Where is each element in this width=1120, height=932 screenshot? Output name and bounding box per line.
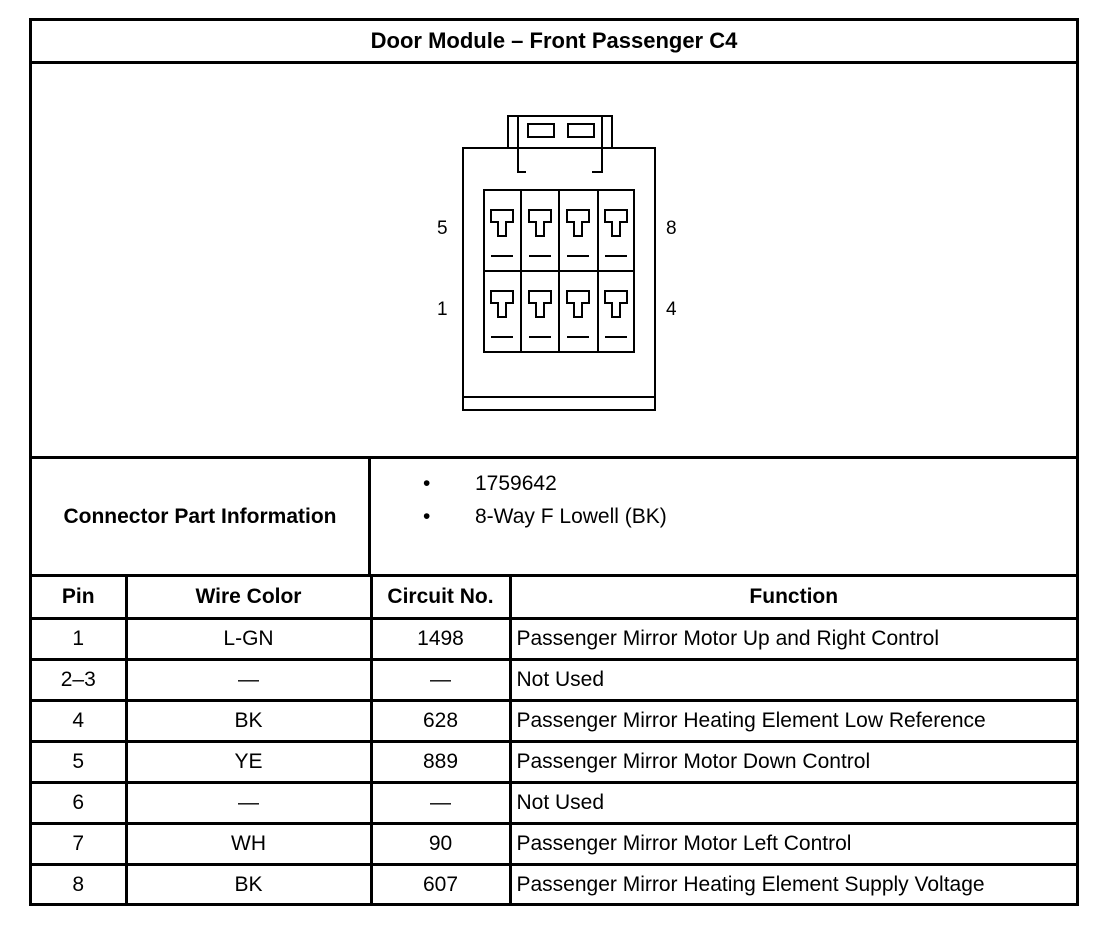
table-row	[32, 823, 1076, 864]
cell-function: Passenger Mirror Motor Up and Right Control	[510, 618, 1076, 659]
bullet-icon: •	[423, 505, 431, 528]
table-row	[32, 864, 1076, 905]
cell-wire-color: WH	[126, 823, 371, 864]
terminal-cavity	[529, 291, 551, 337]
cell-wire-color: YE	[126, 741, 371, 782]
cell-wire-color: BK	[126, 700, 371, 741]
table-header-row	[32, 577, 1076, 618]
cell-circuit: 628	[371, 700, 510, 741]
table-row	[32, 782, 1076, 823]
connector-latch	[508, 116, 612, 148]
cell-pin: 4	[32, 700, 126, 741]
pin-label-top-right: 8	[666, 218, 677, 239]
cell-function: Passenger Mirror Heating Element Supply Voltage	[510, 864, 1076, 905]
cell-function: Not Used	[510, 659, 1076, 700]
cell-pin: 2–3	[32, 659, 126, 700]
table-row	[32, 618, 1076, 659]
cell-circuit: 90	[371, 823, 510, 864]
page-title: Door Module – Front Passenger C4	[32, 21, 1076, 64]
connector-info-list	[371, 459, 1076, 574]
pin-table	[32, 577, 1076, 905]
cell-function: Passenger Mirror Heating Element Low Reference	[510, 700, 1076, 741]
latch-arm-left	[518, 116, 526, 172]
terminal-cavity	[567, 210, 589, 256]
terminal-cavity	[605, 291, 627, 337]
cell-circuit: —	[371, 782, 510, 823]
cell-circuit: 889	[371, 741, 510, 782]
terminal-cavity	[491, 210, 513, 256]
header-wire-color: Wire Color	[126, 577, 371, 618]
cell-pin: 6	[32, 782, 126, 823]
terminal-cavity	[567, 291, 589, 337]
cell-circuit: 607	[371, 864, 510, 905]
pin-label-bottom-right: 4	[666, 299, 677, 320]
cell-function: Passenger Mirror Motor Left Control	[510, 823, 1076, 864]
cell-wire-color: —	[126, 659, 371, 700]
connector-sheet	[29, 18, 1079, 906]
table-row	[32, 700, 1076, 741]
part-number: 1759642	[475, 472, 557, 495]
terminal-cavity	[529, 210, 551, 256]
bullet-icon: •	[423, 472, 431, 495]
connector-diagram	[32, 64, 1076, 459]
table-row	[32, 659, 1076, 700]
cell-pin: 5	[32, 741, 126, 782]
header-function: Function	[510, 577, 1076, 618]
terminal-cavity	[605, 210, 627, 256]
cell-wire-color: BK	[126, 864, 371, 905]
connector-part-info	[32, 459, 1076, 577]
terminal-cavity	[491, 291, 513, 337]
cell-circuit: 1498	[371, 618, 510, 659]
header-circuit: Circuit No.	[371, 577, 510, 618]
cell-function: Passenger Mirror Motor Down Control	[510, 741, 1076, 782]
cell-wire-color: —	[126, 782, 371, 823]
connector-description: 8-Way F Lowell (BK)	[475, 505, 667, 528]
cell-pin: 1	[32, 618, 126, 659]
connector-info-label: Connector Part Information	[32, 459, 371, 574]
cell-pin: 8	[32, 864, 126, 905]
pin-label-top-left: 5	[437, 218, 448, 239]
latch-window-left	[528, 124, 554, 137]
header-pin: Pin	[32, 577, 126, 618]
pin-label-bottom-left: 1	[437, 299, 448, 320]
latch-window-right	[568, 124, 594, 137]
cell-circuit: —	[371, 659, 510, 700]
table-row	[32, 741, 1076, 782]
cell-wire-color: L-GN	[126, 618, 371, 659]
cell-pin: 7	[32, 823, 126, 864]
cell-function: Not Used	[510, 782, 1076, 823]
connector-face-drawing	[32, 64, 1076, 459]
